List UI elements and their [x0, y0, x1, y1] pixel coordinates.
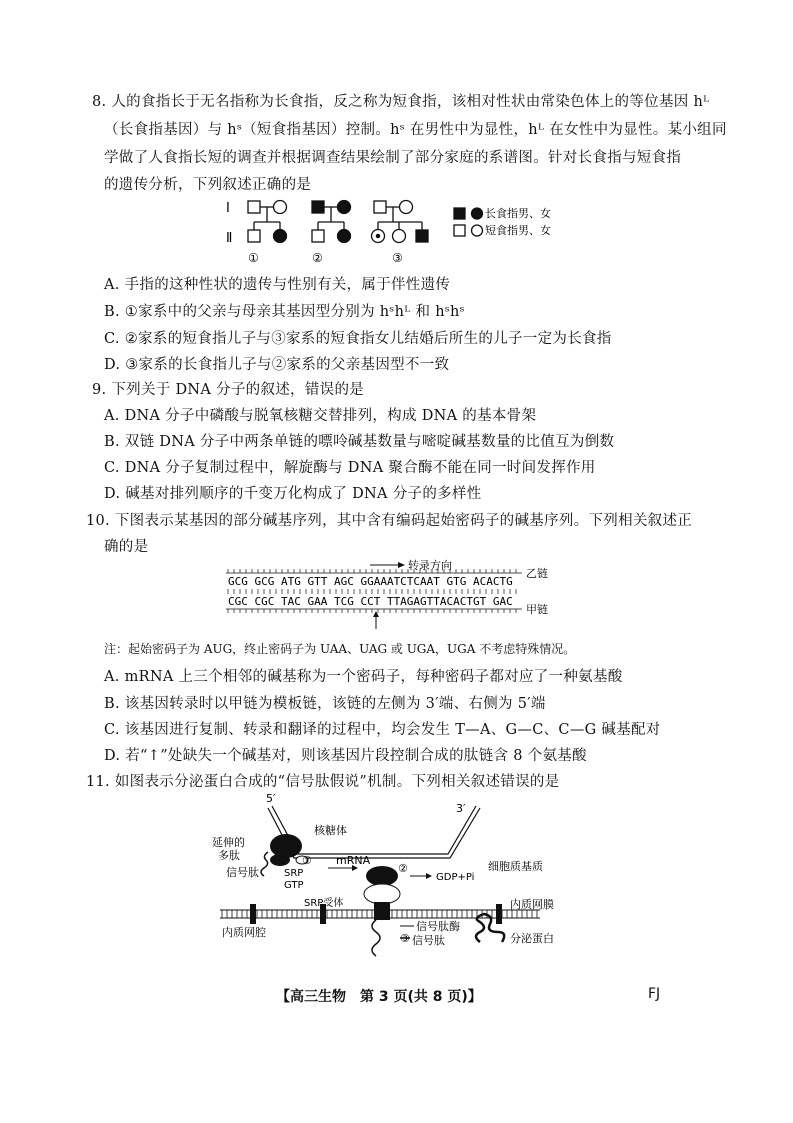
extending-label-2: 多肽 [218, 849, 240, 862]
sequence-chain-yi: GCG GCG ATG GTT AGC GGAAATCTCAAT GTG ACACTG [228, 575, 513, 588]
q8-stem-line-1: 8. 人的食指长于无名指称为长食指，反之称为短食指，该相对性状由常染色体上的等位基因 hᴸ [92, 94, 710, 110]
q10-stem-line-1: 10. 下图表示某基因的部分碱基序列，其中含有编码起始密码子的碱基序列。下列相关叙述正 [86, 513, 693, 529]
q10-stem-line-2: 确的是 [104, 539, 149, 555]
q9-stem: 9. 下列关于 DNA 分子的叙述，错误的是 [92, 382, 365, 398]
legend-short-female-symbol [472, 225, 483, 236]
mrna-label: mRNA [336, 854, 371, 867]
q10-option-b: B. 该基因转录时以甲链为模板链，该链的左侧为 3′端、右侧为 5′端 [104, 696, 546, 712]
q10-note: 注：起始密码子为 AUG，终止密码子为 UAA、UAG 或 UGA，UGA 不考虑特殊情况。 [104, 642, 576, 656]
extending-polypeptide [261, 852, 268, 876]
gdp-pi-label: GDP+Pi [436, 872, 475, 883]
step-3-label: ③ [400, 932, 410, 945]
fam3-father-short-male [374, 201, 386, 213]
family-3-label: ③ [392, 251, 403, 265]
fam3-daughter-2-short-female [393, 230, 406, 243]
footer-page-info: 【高三生物 第 3 页(共 8 页)】 [276, 989, 482, 1005]
q8-stem-line-3: 学做了人食指长短的调查并根据调查结果绘制了部分家庭的系谱图。针对长食指与短食指 [104, 150, 682, 166]
pedigree-diagram [222, 192, 582, 272]
generation-2-label: Ⅱ [226, 231, 233, 246]
ribosome-label: 核糖体 [314, 824, 347, 837]
five-prime-label: 5′ [266, 792, 276, 805]
generation-1-label: Ⅰ [226, 201, 230, 216]
fam2-daughter-long-female [338, 230, 351, 243]
sequence-chain-jia: CGC CGC TAC GAA TCG CCT TTAGAGTTACACTGT GAC [228, 595, 513, 608]
q11-stem: 11. 如图表示分泌蛋白合成的“信号肽假说”机制。下列相关叙述错误的是 [86, 774, 560, 790]
q9-option-b: B. 双链 DNA 分子中两条单链的嘌呤碱基数量与嘧啶碱基数量的比值互为倒数 [104, 434, 615, 450]
fam1-mother-short-female [274, 201, 287, 214]
ribosome-1 [270, 834, 302, 858]
transcription-direction-label: 转录方向 [408, 559, 452, 572]
fam1-daughter-long-female [274, 230, 287, 243]
q8-stem-line-2: （长食指基因）与 hˢ（短食指基因）控制。hˢ 在男性中为显性，hᴸ 在女性中为显性。某小组同 [104, 122, 727, 138]
er-lumen-label: 内质网腔 [222, 926, 266, 939]
footer-code: FJ [648, 986, 661, 1002]
legend-long-label: 长食指男、女 [485, 207, 551, 220]
fam2-son-short-male [312, 230, 324, 242]
fam1-father-short-male [248, 201, 260, 213]
legend-short-male-symbol [454, 225, 465, 236]
family-2-label: ② [312, 251, 323, 265]
q10-option-c: C. 该基因进行复制、转录和翻译的过程中，均会发生 T—A、G—C、C—G 碱基配对 [104, 722, 661, 738]
q8-option-c: C. ②家系的短食指儿子与③家系的短食指女儿结婚后所生的儿子一定为长食指 [104, 331, 612, 347]
q9-option-d: D. 碱基对排列顺序的千变万化构成了 DNA 分子的多样性 [104, 486, 482, 502]
ribosome-2 [366, 866, 398, 886]
signal-peptide-label: 信号肽 [226, 866, 259, 879]
step-2-label: ② [398, 862, 408, 875]
extending-label-1: 延伸的 [212, 836, 245, 849]
legend-long-male-symbol [454, 208, 465, 219]
q8-option-b: B. ①家系中的父亲与母亲其基因型分别为 hˢhᴸ 和 hˢhˢ [104, 304, 465, 320]
legend-short-label: 短食指男、女 [485, 224, 551, 237]
chain-jia-label: 甲链 [526, 603, 548, 616]
dna-sequence-diagram [222, 557, 562, 635]
q8-option-d: D. ③家系的长食指儿子与②家系的父亲基因型不一致 [104, 357, 450, 373]
secretory-protein-label: 分泌蛋白 [510, 932, 554, 945]
step-1-label: ① [302, 854, 312, 867]
signal-peptidase-label: 信号肽酶 [416, 920, 460, 933]
chain-yi-label: 乙链 [526, 567, 548, 580]
fam1-son-short-male [248, 230, 260, 242]
fam2-mother-long-female [338, 201, 351, 214]
q10-option-a: A. mRNA 上三个相邻的碱基称为一个密码子，每种密码子都对应了一种氨基酸 [104, 669, 623, 685]
q8-stem-line-4: 的遗传分析，下列叙述正确的是 [104, 177, 312, 193]
fam3-mother-short-female [400, 201, 413, 214]
q9-option-c: C. DNA 分子复制过程中，解旋酶与 DNA 聚合酶不能在同一时间发挥作用 [104, 460, 596, 476]
legend-long-female-symbol [472, 208, 483, 219]
er-membrane-label: 内质网膜 [510, 898, 554, 911]
cytoplasmic-matrix-label: 细胞质基质 [488, 860, 543, 873]
gtp-label: GTP [284, 880, 304, 891]
q9-option-a: A. DNA 分子中磷酸与脱氧核糖交替排列，构成 DNA 的基本骨架 [104, 408, 537, 424]
three-prime-label: 3′ [456, 802, 466, 815]
srp-label: SRP [284, 868, 304, 879]
signal-hypothesis-diagram [210, 792, 580, 972]
q8-option-a: A. 手指的这种性状的遗传与性别有关，属于伴性遗传 [104, 277, 451, 293]
fam3-son-long-male [416, 230, 428, 242]
srp-receptor-label: SRP受体 [304, 898, 344, 909]
q10-option-d: D. 若“↑”处缺失一个碱基对，则该基因片段控制合成的肽链含 8 个氨基酸 [104, 748, 587, 764]
fam2-father-long-male [312, 201, 324, 213]
signal-peptide-2-label: 信号肽 [412, 934, 445, 947]
family-1-label: ① [248, 251, 259, 265]
